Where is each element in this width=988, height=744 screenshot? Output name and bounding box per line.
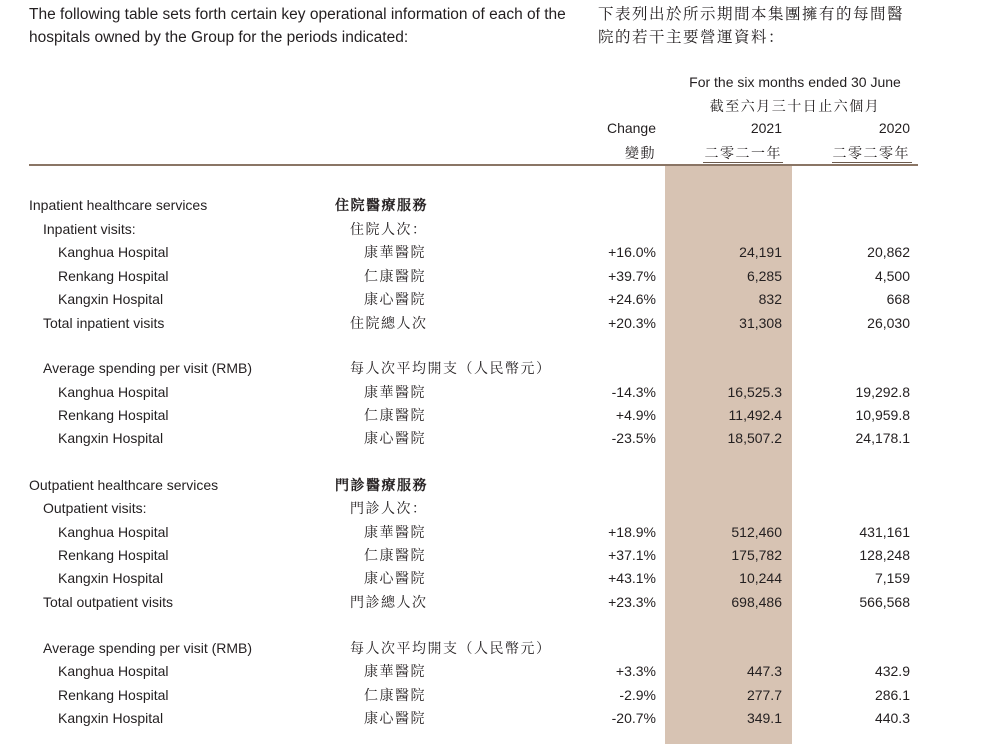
cell-change: +4.9% (615, 407, 656, 423)
row-label-en: Kangxin Hospital (58, 430, 164, 446)
cell-change (560, 219, 656, 239)
row-label-en: Average spending per visit (RMB) (43, 640, 253, 656)
row-label-en: Average spending per visit (RMB) (43, 360, 253, 376)
row-label-en: Renkang Hospital (58, 547, 169, 563)
change-header-zh: 變動 (625, 145, 656, 161)
row-label-zh: 康心醫院 (364, 570, 426, 586)
row-label-en: Renkang Hospital (58, 268, 169, 284)
row-label-en: Kanghua Hospital (58, 663, 169, 679)
cell-2021: 512,460 (731, 524, 782, 540)
cell-2021: 11,492.4 (728, 407, 782, 423)
year-2021-header: 2021 (750, 120, 782, 136)
row-label-en: Kangxin Hospital (58, 570, 164, 586)
cell-change: +43.1% (608, 570, 656, 586)
row-label-zh: 仁康醫院 (364, 268, 426, 284)
row-label-zh: 門診醫療服務 (335, 477, 428, 493)
row-label-en: Total inpatient visits (43, 315, 165, 331)
cell-2021 (682, 195, 782, 215)
cell-2020: 128,248 (859, 547, 910, 563)
row-label-zh: 康華醫院 (364, 384, 426, 400)
cell-2020 (810, 638, 910, 658)
cell-2021: 31,308 (739, 315, 782, 331)
cell-change: +20.3% (608, 315, 656, 331)
cell-2021 (682, 498, 782, 518)
cell-2020: 4,500 (874, 268, 910, 284)
row-label-en: Inpatient healthcare services (29, 197, 208, 213)
cell-2021 (682, 358, 782, 378)
cell-2021: 698,486 (731, 594, 782, 610)
cell-2020: 431,161 (859, 524, 910, 540)
cell-2020: 668 (886, 291, 910, 307)
row-label-en: Total outpatient visits (43, 594, 173, 610)
row-label-zh: 康心醫院 (364, 430, 426, 446)
table-header-rule (29, 164, 918, 166)
intro-zh-line-1: 下表列出於所示期間本集團擁有的每間醫 (598, 6, 905, 23)
row-label-zh: 門診總人次 (350, 594, 428, 610)
intro-en-line-1: The following table sets forth certain key operational information of each of the (29, 6, 566, 23)
cell-change: +23.3% (608, 594, 656, 610)
cell-change: -23.5% (611, 430, 656, 446)
row-label-zh: 康華醫院 (364, 524, 426, 540)
row-label-zh: 住院醫療服務 (335, 197, 428, 213)
cell-change: -20.7% (611, 710, 656, 726)
row-label-en: Kanghua Hospital (58, 244, 169, 260)
row-label-zh: 每人次平均開支（人民幣元） (350, 360, 552, 376)
cell-change (560, 638, 656, 658)
cell-2020 (810, 475, 910, 495)
row-label-zh: 住院人次： (350, 221, 428, 237)
year-2020-header: 2020 (878, 120, 910, 136)
cell-2020: 19,292.8 (855, 384, 910, 400)
row-label-zh: 康心醫院 (364, 710, 426, 726)
row-label-zh: 康心醫院 (364, 291, 426, 307)
cell-2021: 10,244 (739, 570, 782, 586)
cell-2020 (810, 498, 910, 518)
year-2021-header-zh: 二零二一年 (704, 145, 782, 161)
cell-change: +18.9% (608, 524, 656, 540)
cell-2020: 20,862 (867, 244, 910, 260)
cell-change: +3.3% (615, 663, 656, 679)
period-header-en: For the six months ended 30 June (689, 74, 901, 90)
cell-2021: 16,525.3 (727, 384, 782, 400)
cell-2021 (682, 219, 782, 239)
cell-2020: 7,159 (874, 570, 910, 586)
year-2020-underline (832, 162, 912, 163)
cell-2021: 6,285 (746, 268, 782, 284)
row-label-en: Outpatient healthcare services (29, 477, 219, 493)
change-header-en: Change (606, 120, 656, 136)
cell-2021: 175,782 (731, 547, 782, 563)
cell-2020 (810, 195, 910, 215)
cell-2020 (810, 219, 910, 239)
cell-2020: 566,568 (859, 594, 910, 610)
cell-2020 (810, 358, 910, 378)
period-header-zh: 截至六月三十日止六個月 (709, 98, 881, 114)
cell-2021: 24,191 (739, 244, 782, 260)
row-label-zh: 門診人次： (350, 500, 428, 516)
cell-2020: 432.9 (874, 663, 910, 679)
row-label-en: Outpatient visits: (43, 500, 147, 516)
cell-2021 (682, 638, 782, 658)
row-label-en: Kangxin Hospital (58, 291, 164, 307)
cell-2021: 18,507.2 (727, 430, 782, 446)
cell-change: +39.7% (608, 268, 656, 284)
cell-2020: 24,178.1 (855, 430, 910, 446)
row-label-en: Kangxin Hospital (58, 710, 164, 726)
cell-2021: 832 (758, 291, 782, 307)
cell-2021: 349.1 (746, 710, 782, 726)
cell-change (560, 475, 656, 495)
year-2020-header-zh: 二零二零年 (832, 145, 910, 161)
row-label-en: Renkang Hospital (58, 407, 169, 423)
row-label-zh: 每人次平均開支（人民幣元） (350, 640, 552, 656)
cell-2021 (682, 475, 782, 495)
cell-change (560, 195, 656, 215)
cell-2021: 447.3 (746, 663, 782, 679)
cell-change: +24.6% (608, 291, 656, 307)
row-label-zh: 康華醫院 (364, 663, 426, 679)
cell-2020: 440.3 (874, 710, 910, 726)
row-label-zh: 仁康醫院 (364, 687, 426, 703)
row-label-zh: 仁康醫院 (364, 547, 426, 563)
cell-2020: 286.1 (874, 687, 910, 703)
cell-change: +37.1% (608, 547, 656, 563)
intro-zh-line-2: 院的若干主要營運資料： (598, 29, 786, 46)
row-label-en: Inpatient visits: (43, 221, 136, 237)
cell-change: -14.3% (611, 384, 656, 400)
cell-2020: 26,030 (867, 315, 910, 331)
row-label-en: Kanghua Hospital (58, 384, 169, 400)
cell-change: +16.0% (608, 244, 656, 260)
cell-change (560, 498, 656, 518)
intro-en-line-2: hospitals owned by the Group for the periods indicated: (29, 29, 409, 46)
row-label-en: Kanghua Hospital (58, 524, 169, 540)
cell-change: -2.9% (619, 687, 656, 703)
year-2021-underline (703, 162, 783, 163)
cell-2021: 277.7 (746, 687, 782, 703)
cell-change (560, 358, 656, 378)
cell-2020: 10,959.8 (855, 407, 910, 423)
row-label-en: Renkang Hospital (58, 687, 169, 703)
row-label-zh: 康華醫院 (364, 244, 426, 260)
row-label-zh: 仁康醫院 (364, 407, 426, 423)
row-label-zh: 住院總人次 (350, 315, 428, 331)
